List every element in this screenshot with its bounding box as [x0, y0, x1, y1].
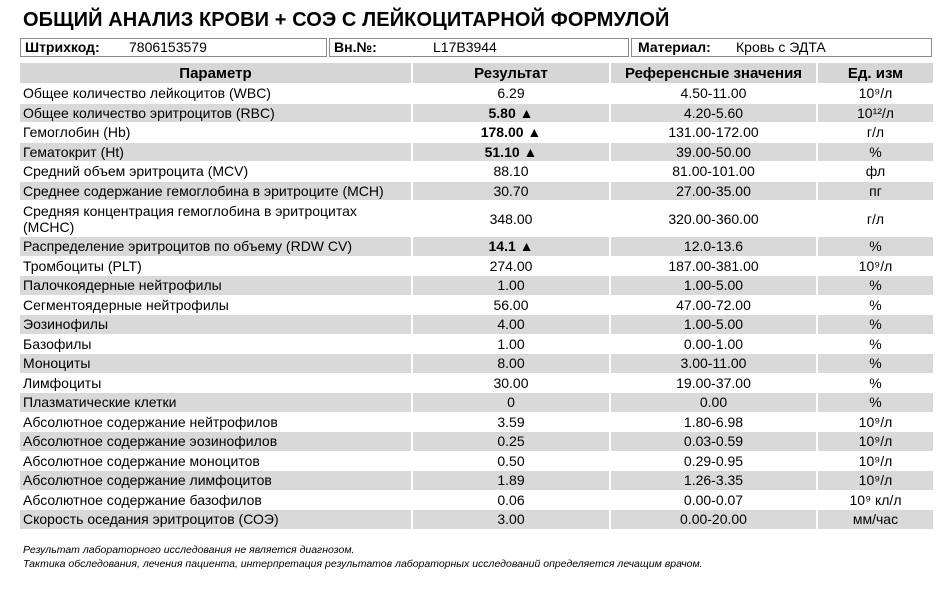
parameter-cell: Абсолютное содержание базофилов: [20, 491, 413, 510]
parameter-cell: Тромбоциты (PLT): [20, 257, 413, 276]
table-row: [20, 335, 933, 354]
table-row: [20, 315, 933, 334]
unit-cell: фл: [865, 163, 886, 180]
table-row: [20, 354, 933, 373]
reference-cell: 1.26-3.35: [611, 471, 818, 490]
result-cell: 274.00: [413, 257, 611, 276]
material-label: Материал:: [638, 39, 711, 55]
reference-cell: 0.00-20.00: [611, 510, 818, 529]
unit-cell: 10⁹ кл/л: [849, 491, 902, 508]
unit-cell: 10⁹/л: [818, 471, 933, 490]
parameter-cell: Палочкоядерные нейтрофилы: [20, 276, 413, 295]
parameter-cell: Абсолютное содержание эозинофилов: [20, 432, 413, 451]
reference-cell: 19.00-37.00: [611, 374, 818, 393]
result-cell: 3.59: [413, 413, 611, 432]
reference-cell: 0.00-1.00: [611, 335, 818, 354]
result-cell: 0.06: [413, 491, 611, 510]
table-row: [20, 393, 933, 412]
result-cell: 30.70: [413, 182, 611, 201]
unit-cell: 10⁹/л: [858, 413, 893, 430]
result-cell: 14.1 ▲: [413, 237, 611, 256]
reference-cell: 81.00-101.00: [611, 162, 818, 181]
table-row: [20, 296, 933, 315]
unit-cell: %: [818, 237, 933, 256]
result-cell: 4.00: [413, 315, 611, 334]
disclaimer-line-2: Тактика обследования, лечения пациента, интерпретация результатов лабораторных исследований определяется лечащим врачом.: [23, 558, 703, 570]
table-row: [20, 510, 933, 529]
internal-number-box: [329, 38, 629, 57]
parameter-cell: Лимфоциты: [20, 374, 413, 393]
unit-cell: 10⁹/л: [858, 257, 893, 274]
parameter-cell: Базофилы: [20, 335, 413, 354]
table-row: [20, 201, 933, 236]
parameter-cell: Сегментоядерные нейтрофилы: [20, 296, 413, 315]
reference-cell: 1.80-6.98: [611, 413, 818, 432]
reference-cell: 1.00-5.00: [611, 276, 818, 295]
reference-cell: 3.00-11.00: [611, 354, 818, 373]
table-row: [20, 143, 933, 162]
header-result: Результат: [413, 63, 611, 83]
internal-number-value: L17B3944: [433, 39, 497, 55]
parameter-cell: Гематокрит (Ht): [20, 143, 413, 162]
parameter-cell: Абсолютное содержание нейтрофилов: [20, 413, 413, 432]
header-parameter: Параметр: [20, 63, 413, 83]
result-cell: 0.25: [413, 432, 611, 451]
unit-cell: г/л: [866, 124, 885, 141]
result-cell: 1.00: [413, 276, 611, 295]
result-cell: 1.00: [413, 335, 611, 354]
reference-cell: 0.00-0.07: [611, 491, 818, 510]
reference-cell: 0.03-0.59: [611, 432, 818, 451]
result-cell: 5.80 ▲: [413, 104, 611, 123]
table-row: [20, 257, 933, 276]
reference-cell: 131.00-172.00: [611, 123, 818, 142]
barcode-value: 7806153579: [129, 39, 207, 55]
parameter-cell: Эозинофилы: [20, 315, 413, 334]
header-reference: Референсные значения: [611, 63, 818, 83]
unit-cell: %: [869, 296, 882, 313]
unit-cell: %: [818, 276, 933, 295]
unit-cell: %: [869, 374, 882, 391]
table-row: [20, 471, 933, 490]
unit-cell: 10⁹/л: [858, 85, 893, 102]
parameter-cell: Средний объем эритроцита (MCV): [20, 162, 413, 181]
result-cell: 3.00: [413, 510, 611, 529]
barcode-label: Штрихкод:: [25, 39, 100, 55]
unit-cell: 10⁹/л: [858, 452, 893, 469]
reference-cell: 1.00-5.00: [611, 315, 818, 334]
result-cell: 51.10 ▲: [413, 143, 611, 162]
reference-cell: 4.20-5.60: [611, 104, 818, 123]
reference-cell: 39.00-50.00: [611, 143, 818, 162]
reference-cell: 187.00-381.00: [611, 257, 818, 276]
result-cell: 178.00 ▲: [413, 123, 611, 142]
parameter-cell: Распределение эритроцитов по объему (RDW CV): [20, 237, 413, 256]
unit-cell: г/л: [866, 210, 885, 227]
parameter-cell: Гемоглобин (Hb): [20, 123, 413, 142]
reference-cell: 320.00-360.00: [611, 201, 818, 236]
reference-cell: 0.00: [611, 393, 818, 412]
unit-cell: %: [818, 143, 933, 162]
parameter-cell: Моноциты: [20, 354, 413, 373]
parameter-cell: Абсолютное содержание моноцитов: [20, 452, 413, 471]
material-box: [631, 38, 932, 57]
report-title: ОБЩИЙ АНАЛИЗ КРОВИ + СОЭ С ЛЕЙКОЦИТАРНОЙ ФОРМУЛОЙ: [23, 9, 670, 31]
table-row: [20, 432, 933, 451]
results-table: [20, 62, 933, 530]
table-row: [20, 413, 933, 432]
reference-cell: 4.50-11.00: [611, 84, 818, 103]
result-cell: 0.50: [413, 452, 611, 471]
parameter-cell: Плазматические клетки: [20, 393, 413, 412]
unit-cell: %: [869, 335, 882, 352]
unit-cell: пг: [818, 182, 933, 201]
internal-number-label: Вн.№:: [334, 39, 377, 55]
disclaimer: [23, 543, 703, 571]
table-row: [20, 104, 933, 123]
table-row: [20, 452, 933, 471]
result-cell: 56.00: [413, 296, 611, 315]
unit-cell: %: [818, 354, 933, 373]
table-row: [20, 84, 933, 103]
result-cell: 30.00: [413, 374, 611, 393]
reference-cell: 12.0-13.6: [611, 237, 818, 256]
table-row: [20, 491, 933, 510]
unit-cell: %: [818, 393, 933, 412]
result-cell: 8.00: [413, 354, 611, 373]
table-row: [20, 237, 933, 256]
header-unit: Ед. изм: [818, 63, 933, 83]
reference-cell: 27.00-35.00: [611, 182, 818, 201]
unit-cell: %: [818, 315, 933, 334]
result-cell: 348.00: [413, 201, 611, 236]
material-value: Кровь с ЭДТА: [736, 39, 826, 55]
disclaimer-line-1: Результат лабораторного исследования не является диагнозом.: [23, 544, 355, 556]
table-header-row: [20, 63, 933, 83]
table-row: [20, 182, 933, 201]
result-cell: 88.10: [413, 162, 611, 181]
parameter-cell: Общее количество лейкоцитов (WBC): [20, 84, 413, 103]
table-row: [20, 276, 933, 295]
result-cell: 0: [413, 393, 611, 412]
result-cell: 1.89: [413, 471, 611, 490]
table-row: [20, 374, 933, 393]
table-row: [20, 162, 933, 181]
result-cell: 6.29: [413, 84, 611, 103]
parameter-cell: Общее количество эритроцитов (RBC): [20, 104, 413, 123]
unit-cell: 10¹²/л: [818, 104, 933, 123]
parameter-cell: Абсолютное содержание лимфоцитов: [20, 471, 413, 490]
parameter-cell: Средняя концентрация гемоглобина в эритроцитах (MCHC): [20, 201, 413, 236]
parameter-cell: Скорость оседания эритроцитов (СОЭ): [20, 510, 413, 529]
table-row: [20, 123, 933, 142]
barcode-box: [20, 38, 327, 57]
unit-cell: мм/час: [818, 510, 933, 529]
reference-cell: 0.29-0.95: [611, 452, 818, 471]
unit-cell: 10⁹/л: [818, 432, 933, 451]
parameter-cell: Среднее содержание гемоглобина в эритроците (MCH): [20, 182, 413, 201]
reference-cell: 47.00-72.00: [611, 296, 818, 315]
